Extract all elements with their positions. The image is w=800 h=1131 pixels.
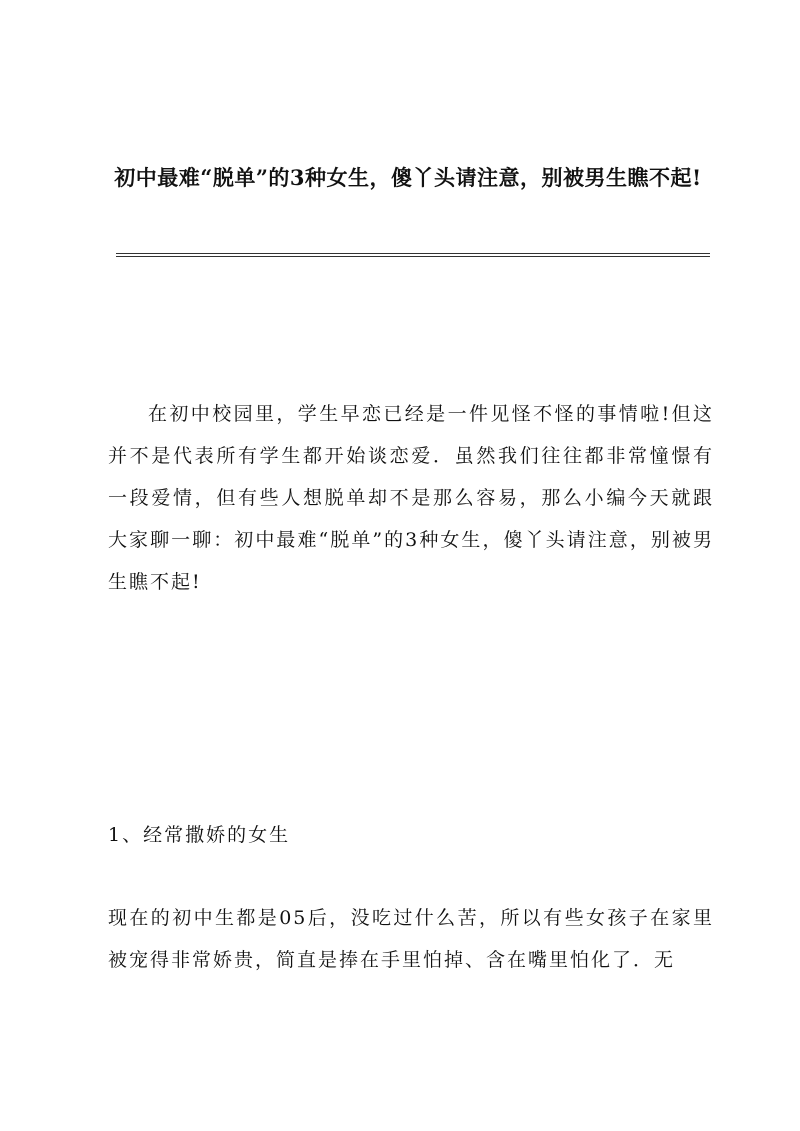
section-heading: 1、经常撒娇的女生 xyxy=(108,824,291,846)
intro-paragraph: 在初中校园里，学生早恋已经是一件见怪不怪的事情啦!但这并不是代表所有学生都开始谈恋爱．虽然我们往往都非常憧憬有一段爱情，但有些人想脱单却不是那么容易，那么小编今天就跟大家聊一聊：初中最难“脱单”的3种女生，傻丫头请注意，别被男生瞧不起! xyxy=(108,403,714,593)
document-title: 初中最难“脱单”的3种女生，傻丫头请注意，别被男生瞧不起! xyxy=(114,165,702,190)
title-divider xyxy=(116,253,710,257)
section-paragraph: 现在的初中生都是05后，没吃过什么苦，所以有些女孩子在家里被宠得非常娇贵，简直是捧在手里怕掉、含在嘴里怕化了．无 xyxy=(108,907,714,971)
